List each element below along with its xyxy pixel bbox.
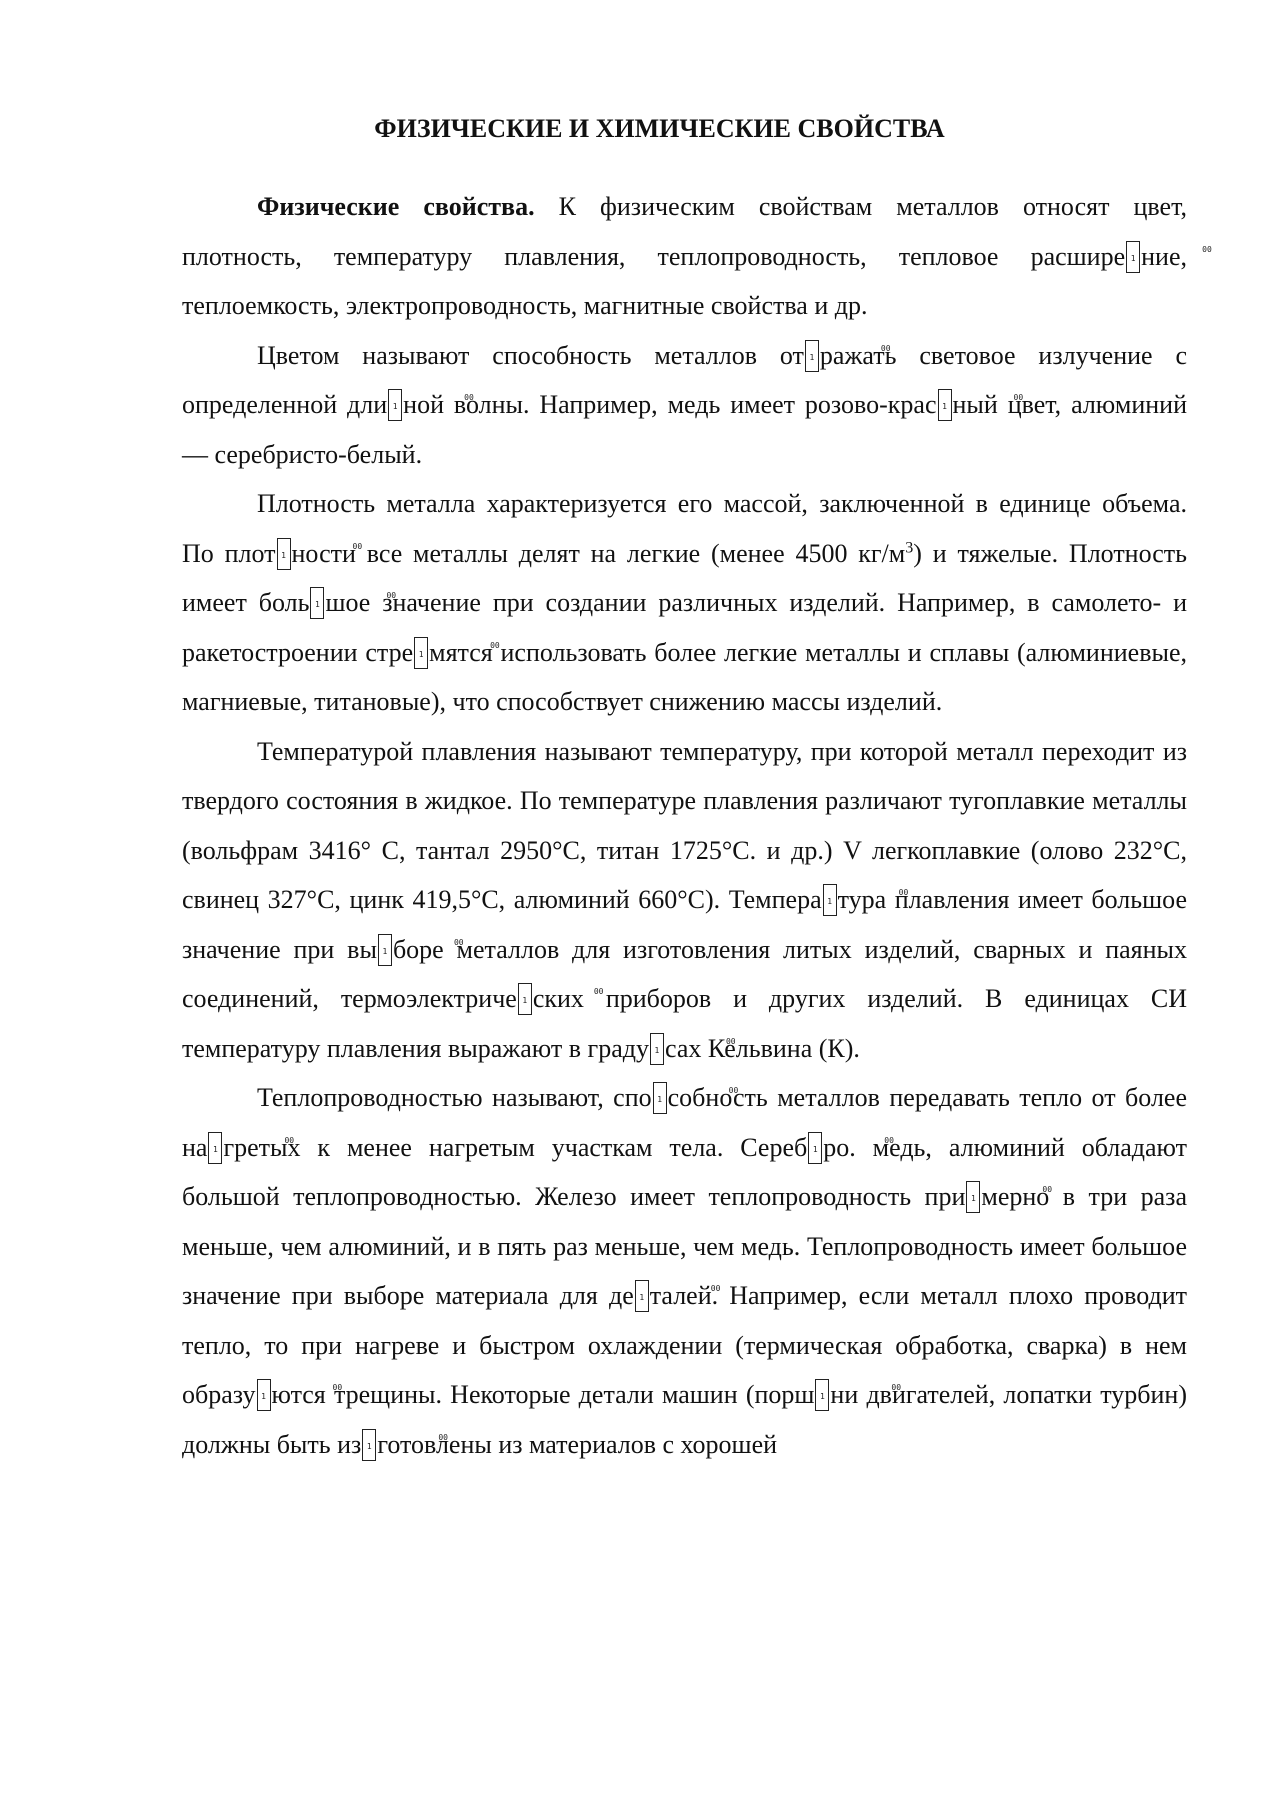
missing-glyph-icon — [208, 1132, 222, 1164]
text-run: Температурой плавления называют температуру, при которой металл переходит из твердого состояния в жидкое. По температуре плавления различают тугоплавкие металлы (вольфрам 3416° С, тантал 2950°С, титан 1725°С. и др.) V легкоплавкие (олово 232°С, свинец 327°С, цинк 419,5°С, алюминий 660°С). Темпера — [182, 736, 1187, 914]
text-run: К физическим свойствам металлов относят цвет, плотность, температуру плавления, теплопроводность, тепловое расшире — [182, 192, 1187, 271]
missing-glyph-icon — [362, 1429, 376, 1461]
text-run: мерно в три раза меньше, чем алюминий, и в пять раз меньше, чем медь. Теплопроводность имеет большое значение при выборе материала для де — [182, 1182, 1187, 1310]
paragraph-lead: Физические свойства. — [257, 192, 535, 221]
missing-glyph-icon — [277, 538, 291, 570]
superscript: 3 — [905, 538, 914, 556]
missing-glyph-icon — [815, 1379, 829, 1411]
missing-glyph-icon — [823, 884, 837, 916]
missing-glyph-icon — [938, 389, 952, 421]
text-run: гретых к менее нагретым участкам тела. Сереб — [223, 1132, 808, 1162]
text-run: ный цвет, алюминий — серебристо-белый. — [182, 390, 1188, 469]
missing-glyph-icon — [414, 637, 428, 669]
paragraph-color — [182, 331, 1187, 480]
text-run: ражать световое излучение с определенной дли — [182, 340, 1187, 419]
missing-glyph-icon — [257, 1379, 271, 1411]
text-run: собность металлов передавать тепло от более на — [182, 1083, 1187, 1162]
text-run: Цветом называют способность металлов от — [257, 340, 804, 370]
paragraph-physical-properties — [182, 182, 1187, 331]
missing-glyph-icon — [378, 934, 392, 966]
text-run: ских приборов и других изделий. В единицах СИ температуру плавления выражают в граду — [182, 984, 1187, 1063]
missing-glyph-icon — [805, 340, 819, 372]
text-run: ) и — [913, 538, 958, 568]
missing-glyph-icon — [518, 983, 532, 1015]
text-run: ро. медь, алюминий обладают большой теплопроводностью. Железо имеет теплопроводность при — [182, 1132, 1187, 1211]
text-run: ни двигателей, лопатки турбин) должны быть из — [182, 1380, 1187, 1459]
paragraph-melting-point — [182, 727, 1187, 1074]
missing-glyph-icon — [635, 1280, 649, 1312]
text-run: мятся использовать более легкие металлы и сплавы (алюминиевые, магниевые, титановые), что способствует снижению массы изделий. — [182, 637, 1187, 716]
missing-glyph-icon — [653, 1082, 667, 1114]
missing-glyph-icon — [388, 389, 402, 421]
missing-glyph-icon — [808, 1132, 822, 1164]
missing-glyph-icon — [650, 1033, 664, 1065]
missing-glyph-icon — [966, 1181, 980, 1213]
document-page — [182, 116, 1187, 1469]
text-run: ются трещины. Некоторые детали машин (порш — [271, 1380, 815, 1409]
document-title: ФИЗИЧЕСКИЕ И ХИМИЧЕСКИЕ СВОЙСТВА — [374, 114, 945, 143]
text-run: ности все металлы делят на легкие (менее 4500 кг/м — [291, 538, 906, 568]
text-run: ние, теплоемкость, электропроводность, магнитные свойства и др. — [182, 241, 1187, 320]
text-run: сах Кельвина (К). — [664, 1033, 860, 1063]
text-run: Теплопроводностью называют, спо — [257, 1083, 652, 1112]
text-run: тяжелые. Плотность имеет боль — [182, 538, 1188, 617]
paragraph-thermal-conductivity — [182, 1073, 1187, 1469]
text-run: ной волны. Например, медь имеет розово-крас — [403, 390, 937, 419]
missing-glyph-icon — [310, 587, 324, 619]
text-run: шое значение при создании различных изделий. Например, в самолето- и ракетостроении стре — [182, 588, 1188, 667]
text-run: боре металлов для изготовления литых изделий, сварных и паяных соединений, термоэлектриче — [182, 934, 1187, 1013]
text-run: готовлены из материалов с хорошей — [377, 1429, 778, 1459]
text-run: тура плавления имеет большое значение при вы — [182, 885, 1187, 964]
missing-glyph-icon — [1126, 241, 1140, 273]
text-run: Плотность металла характеризуется его массой, заключенной в единице объема. По плот — [182, 489, 1187, 568]
paragraph-density — [182, 479, 1187, 727]
text-run: талей. Например, если металл плохо проводит тепло, то при нагреве и быстром охлаждении (термическая обработка, сварка) в нем образу — [182, 1281, 1188, 1409]
